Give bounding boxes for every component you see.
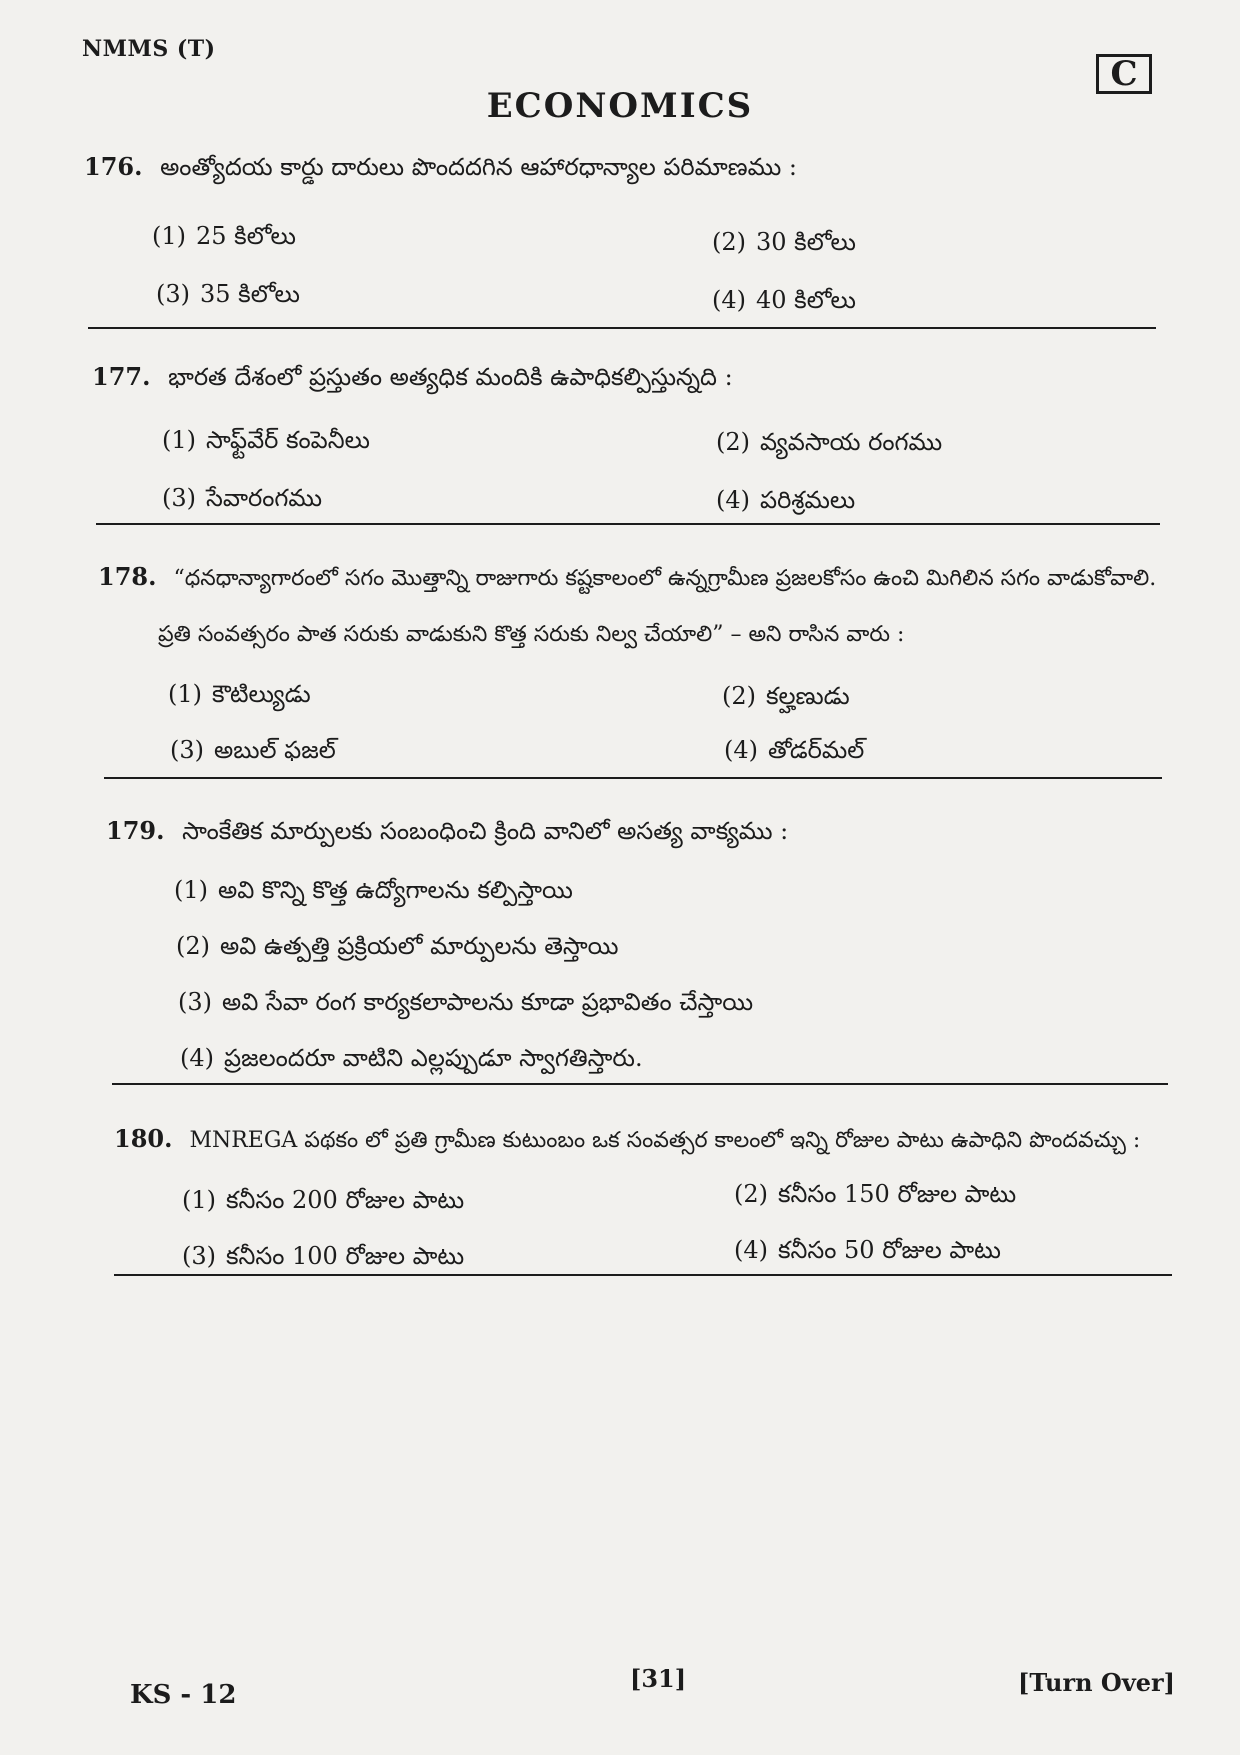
set-label: C [1110, 54, 1138, 94]
question-number: 176. [84, 152, 143, 181]
option-180-3 [182, 1242, 464, 1276]
option-text: ప్రజలందరూ వాటిని ఎల్లప్పుడూ స్వాగతిస్తారు. [224, 1044, 643, 1072]
option-text: 30 కిలోలు [756, 228, 856, 256]
option-177-4 [716, 486, 855, 520]
option-number: (3) [156, 280, 190, 308]
question-number: 180. [114, 1124, 173, 1153]
option-number: (4) [724, 736, 758, 764]
option-text: అవి ఉత్పత్తి ప్రక్రియలో మార్పులను తెస్తాయి [220, 932, 619, 960]
option-number: (2) [712, 228, 746, 256]
option-179-2 [176, 932, 619, 966]
exam-code: NMMS (T) [82, 36, 216, 62]
section-title: ECONOMICS [486, 86, 754, 126]
option-number: (1) [152, 222, 186, 250]
question-text: అంత్యోదయ కార్డు దారులు పొందదగిన ఆహారధాన్యాల పరిమాణము : [160, 153, 797, 181]
question-text: సాంకేతిక మార్పులకు సంబంధించి క్రింది వానిలో అసత్య వాక్యము : [182, 817, 789, 845]
option-text: కనీసం 150 రోజుల పాటు [778, 1180, 1017, 1208]
question-text-line2: ప్రతి సంవత్సరం పాత సరుకు వాడుకుని కొత్త సరుకు నిల్వ చేయాలి” – అని రాసిన వారు : [158, 622, 905, 647]
question-text: భారత దేశంలో ప్రస్తుతం అత్యధిక మందికి ఉపాధికల్పిస్తున్నది : [168, 363, 733, 391]
question-178 [98, 562, 1178, 650]
option-179-3 [178, 988, 753, 1022]
option-number: (1) [162, 426, 196, 454]
option-number: (1) [174, 876, 208, 904]
option-180-4 [734, 1236, 1001, 1270]
option-number: (3) [178, 988, 212, 1016]
option-number: (2) [722, 682, 756, 710]
option-text: సేవారంగము [206, 484, 323, 512]
option-180-1 [182, 1186, 464, 1220]
question-number: 178. [98, 562, 157, 591]
question-stem [92, 362, 1172, 392]
option-text: అవి సేవా రంగ కార్యకలాపాలను కూడా ప్రభావితం చేస్తాయి [222, 988, 754, 1016]
question-divider [112, 1083, 1168, 1085]
option-text: వ్యవసాయ రంగము [760, 428, 943, 456]
option-text: కనీసం 50 రోజుల పాటు [778, 1236, 1001, 1264]
page-number: [31] [630, 1664, 687, 1693]
option-text: సాఫ్ట్‌వేర్ కంపెనీలు [206, 426, 370, 454]
option-176-4 [712, 286, 856, 320]
option-number: (4) [716, 486, 750, 514]
option-text: కౌటిల్యుడు [212, 680, 311, 708]
option-text: కనీసం 200 రోజుల పాటు [226, 1186, 465, 1214]
option-text: అవి కొన్ని కొత్త ఉద్యోగాలను కల్పిస్తాయి [218, 876, 573, 904]
option-number: (2) [734, 1180, 768, 1208]
option-text: 25 కిలోలు [196, 222, 296, 250]
option-text: పరిశ్రమలు [760, 486, 856, 514]
question-stem [98, 562, 1178, 594]
option-178-4 [724, 736, 864, 770]
option-178-3 [170, 736, 336, 770]
option-180-2 [734, 1180, 1016, 1214]
option-179-4 [180, 1044, 643, 1078]
option-text: 40 కిలోలు [756, 286, 856, 314]
option-178-2 [722, 682, 850, 716]
question-stem [114, 1124, 1194, 1156]
booklet-code: KS - 12 [130, 1680, 237, 1710]
question-text: “ధనధాన్యాగారంలో సగం మొత్తాన్ని రాజుగారు కష్టకాలంలో ఉన్నగ్రామీణ ప్రజలకోసం ఉంచి మిగిలిన సగం వాడుకోవాలి. [173, 566, 1157, 591]
question-stem [84, 152, 1164, 182]
option-177-3 [162, 484, 322, 518]
question-text: MNREGA పథకం లో ప్రతి గ్రామీణ కుటుంబం ఒక సంవత్సర కాలంలో ఇన్ని రోజుల పాటు ఉపాధిని పొందవచ్చు : [189, 1128, 1141, 1153]
option-text: 35 కిలోలు [200, 280, 300, 308]
question-176 [84, 152, 1164, 182]
option-177-2 [716, 428, 942, 462]
option-176-3 [156, 280, 300, 314]
question-179 [106, 816, 1186, 846]
option-179-1 [174, 876, 573, 910]
option-number: (3) [182, 1242, 216, 1270]
option-number: (1) [182, 1186, 216, 1214]
option-number: (4) [180, 1044, 214, 1072]
question-180 [114, 1124, 1194, 1156]
question-number: 179. [106, 816, 165, 845]
option-text: కల్హణుడు [766, 682, 850, 710]
option-text: తోడర్‌మల్ [768, 736, 865, 764]
option-number: (3) [162, 484, 196, 512]
question-177 [92, 362, 1172, 392]
option-number: (4) [734, 1236, 768, 1264]
option-176-1 [152, 222, 296, 256]
question-divider [88, 327, 1156, 329]
question-divider [96, 523, 1160, 525]
question-divider [114, 1274, 1172, 1276]
option-text: కనీసం 100 రోజుల పాటు [226, 1242, 465, 1270]
option-number: (2) [176, 932, 210, 960]
turn-over-note: [Turn Over] [1018, 1668, 1176, 1697]
option-176-2 [712, 228, 856, 262]
option-text: అబుల్ ఫజల్ [214, 736, 336, 764]
option-number: (4) [712, 286, 746, 314]
option-177-1 [162, 426, 370, 460]
option-number: (2) [716, 428, 750, 456]
option-number: (1) [168, 680, 202, 708]
question-divider [104, 777, 1162, 779]
question-number: 177. [92, 362, 151, 391]
option-178-1 [168, 680, 311, 714]
option-number: (3) [170, 736, 204, 764]
question-stem [106, 816, 1186, 846]
